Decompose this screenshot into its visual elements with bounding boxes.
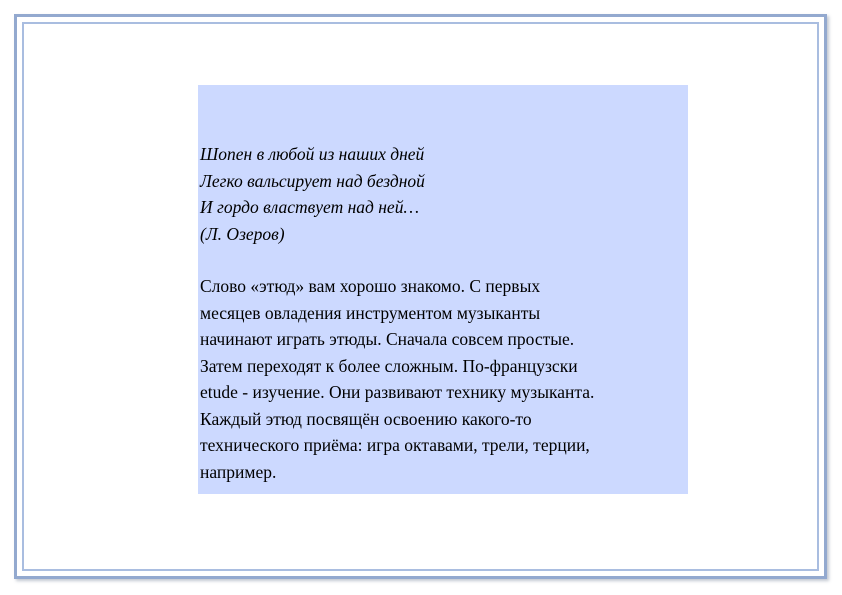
poem-author: (Л. Озеров) bbox=[200, 223, 285, 244]
poem-line: И гордо властвует над ней… bbox=[200, 197, 420, 217]
paragraph-line: Слово «этюд» вам хорошо знакомо. С первых bbox=[200, 276, 541, 296]
poem-epigraph bbox=[200, 141, 688, 247]
text-content-box bbox=[198, 85, 688, 494]
poem-line: Шопен в любой из наших дней bbox=[200, 144, 425, 164]
paragraph-line: технического приёма: игра октавами, трели, терции, bbox=[200, 435, 590, 455]
poem-line: Легко вальсирует над бездной bbox=[200, 170, 425, 191]
paragraph-line: etude - изучение. Они развивают технику музыканта. bbox=[200, 382, 595, 402]
paragraph-line: начинают играть этюды. Сначала совсем простые. bbox=[200, 329, 575, 349]
paragraph-line: месяцев овладения инструментом музыканты bbox=[200, 302, 541, 323]
body-paragraph bbox=[200, 273, 688, 485]
paragraph-line: например. bbox=[200, 461, 277, 482]
paragraph-line: Каждый этюд посвящён освоению какого-то bbox=[200, 408, 532, 429]
paragraph-line: Затем переходят к более сложным. По-французски bbox=[200, 355, 578, 376]
